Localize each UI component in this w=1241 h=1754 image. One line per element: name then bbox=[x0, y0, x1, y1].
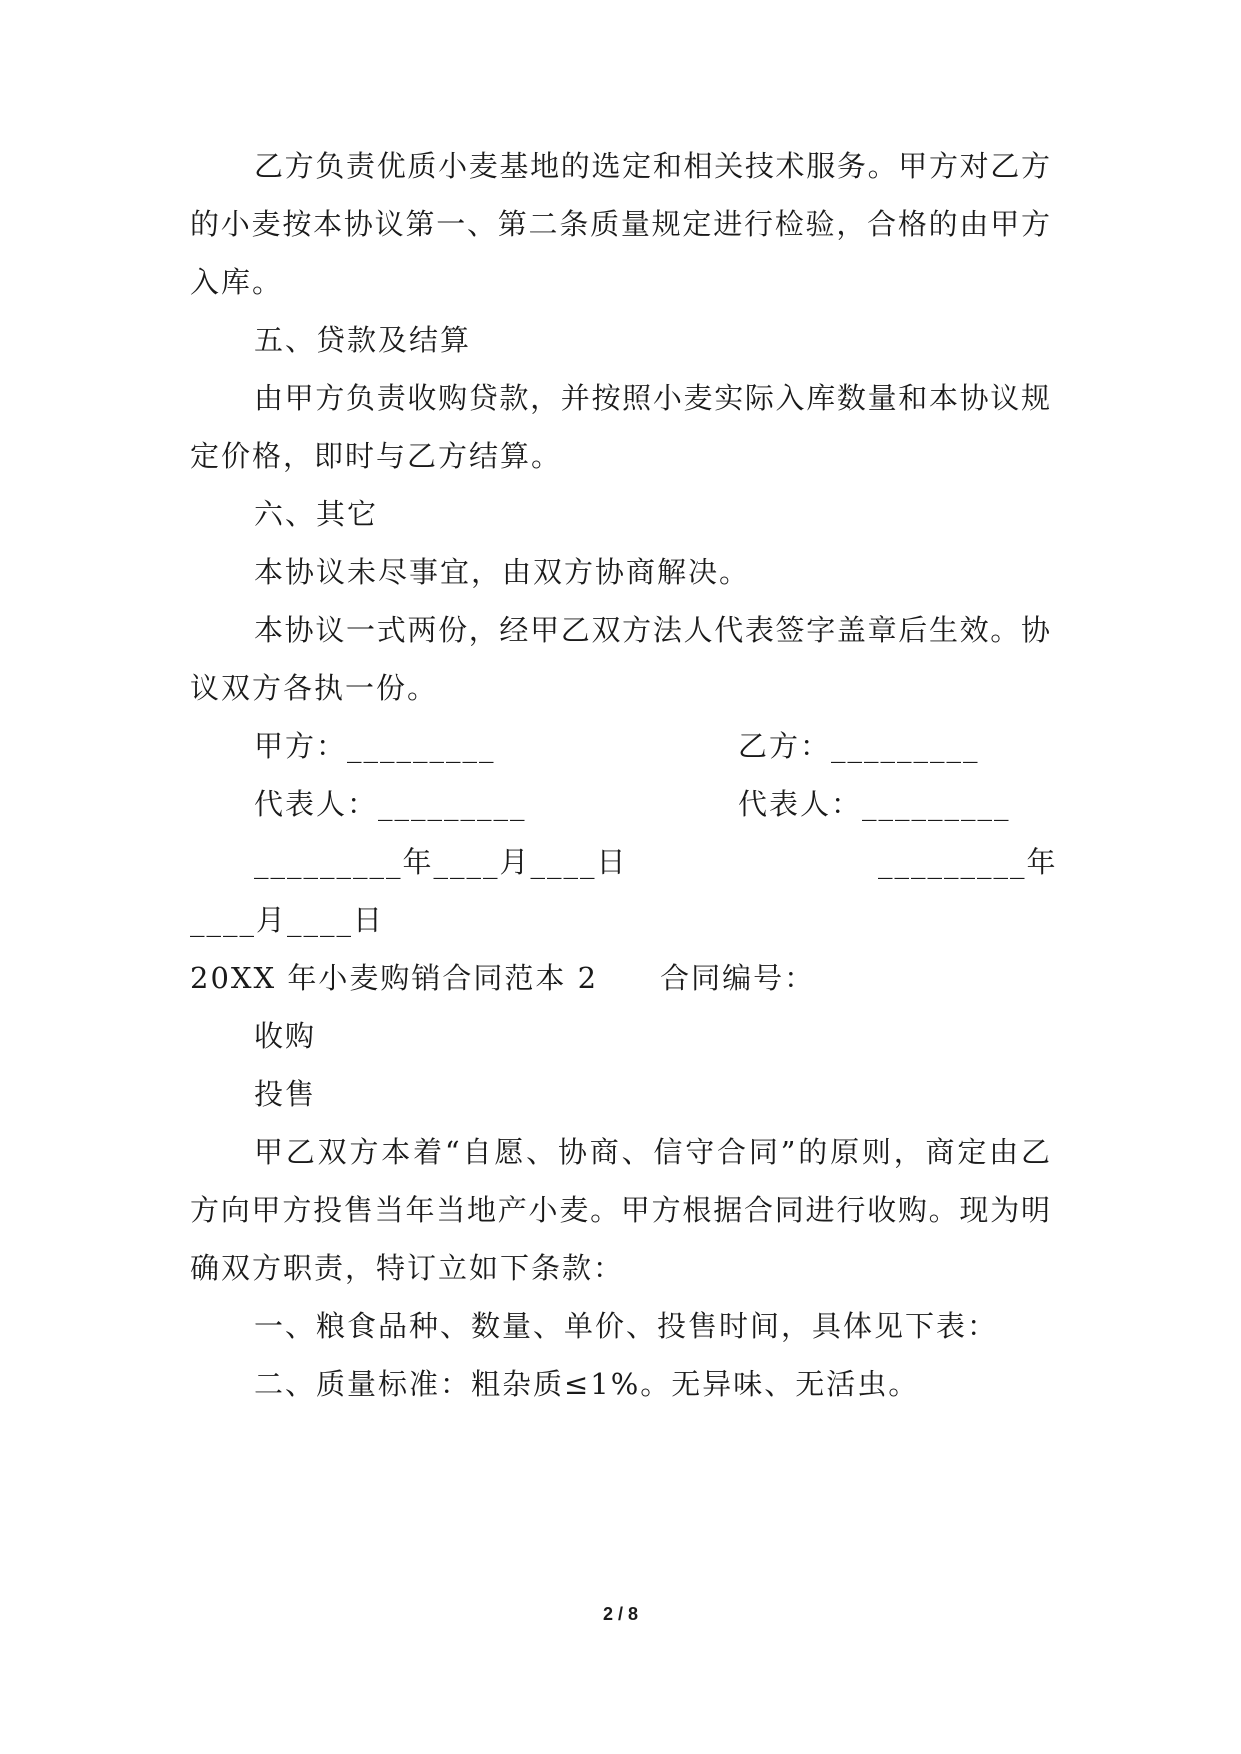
seller-label: 投售 bbox=[254, 1077, 317, 1111]
section-heading: 五、贷款及结算 bbox=[254, 323, 472, 357]
clause-line: 一、粮食品种、数量、单价、投售时间，具体见下表： bbox=[254, 1309, 999, 1343]
party-a-date: _________年____月____日 bbox=[254, 845, 628, 879]
paragraph-line: 定价格，即时与乙方结算。 bbox=[190, 439, 563, 473]
paragraph-line: 入库。 bbox=[190, 265, 284, 299]
paragraph-line: 本协议未尽事宜，由双方协商解决。 bbox=[254, 555, 751, 589]
contract-title: 20XX 年小麦购销合同范本 2 合同编号： bbox=[190, 961, 816, 995]
party-a-representative: 代表人：_________ bbox=[254, 787, 527, 821]
paragraph-line: 确双方职责，特订立如下条款： bbox=[190, 1251, 625, 1285]
party-b-date-rest: ____月____日 bbox=[190, 903, 385, 937]
paragraph-line: 的小麦按本协议第一、第二条质量规定进行检验，合格的由甲方 bbox=[190, 207, 1050, 241]
party-b-date-year: _________年 bbox=[878, 845, 1058, 879]
buyer-label: 收购 bbox=[254, 1019, 317, 1053]
paragraph-line: 甲乙双方本着“自愿、协商、信守合同”的原则，商定由乙 bbox=[254, 1135, 1050, 1169]
paragraph-line: 乙方负责优质小麦基地的选定和相关技术服务。甲方对乙方 bbox=[254, 149, 1050, 183]
paragraph-line: 本协议一式两份，经甲乙双方法人代表签字盖章后生效。协 bbox=[254, 613, 1050, 647]
paragraph-line: 方向甲方投售当年当地产小麦。甲方根据合同进行收购。现为明 bbox=[190, 1193, 1050, 1227]
party-b-signature: 乙方：_________ bbox=[738, 729, 980, 763]
party-a-signature: 甲方：_________ bbox=[254, 729, 496, 763]
page-number: 2 / 8 bbox=[602, 1604, 639, 1624]
section-heading: 六、其它 bbox=[254, 497, 379, 531]
paragraph-line: 由甲方负责收购贷款，并按照小麦实际入库数量和本协议规 bbox=[254, 381, 1050, 415]
party-b-representative: 代表人：_________ bbox=[738, 787, 1011, 821]
clause-line: 二、质量标准：粗杂质≤1%。无异味、无活虫。 bbox=[254, 1367, 920, 1401]
paragraph-line: 议双方各执一份。 bbox=[190, 671, 439, 705]
